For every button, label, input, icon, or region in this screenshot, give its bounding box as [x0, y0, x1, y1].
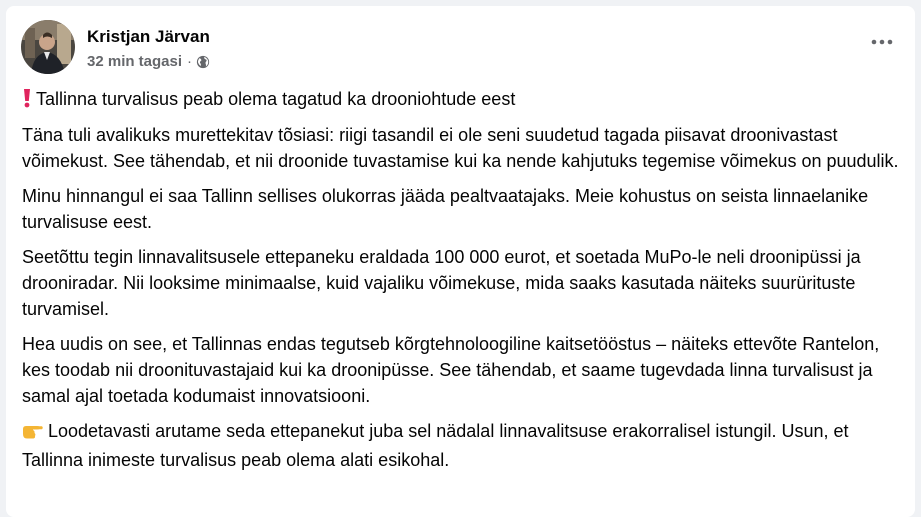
closing-text: Loodetavasti arutame seda ettepanekut juba sel nädalal linnavalitsuse erakorralisel istungil. Usun, et Tallinna inimeste turvalisus peab olema alati esikohal.: [22, 421, 849, 470]
post-header: [21, 20, 900, 76]
post-headline: [22, 86, 902, 115]
post-paragraph-3: Seetõttu tegin linnavalitsusele ettepaneku eraldada 100 000 eurot, et soetada MuPo-le neli droonipüssi ja drooniradar. Nii looksime minimaalse, kuid vajaliku võimekuse, mida saaks kasutada näiteks suurürituste turvamisel.: [22, 247, 861, 319]
post-body: [22, 86, 902, 482]
more-options-button[interactable]: [864, 24, 900, 60]
pointing-hand-icon: [22, 420, 44, 447]
avatar-photo: [21, 20, 75, 74]
headline-text: Tallinna turvalisus peab olema tagatud ka drooniohtude eest: [36, 89, 516, 109]
post-card: [6, 6, 915, 517]
globe-icon[interactable]: [196, 55, 210, 69]
post-meta: [87, 53, 210, 70]
more-horizontal-icon: [871, 39, 893, 45]
post-paragraph-4: Hea uudis on see, et Tallinnas endas tegutseb kõrgtehnoloogiline kaitsetööstus – näiteks ettevõte Rantelon, kes toodab nii droonituvastajaid kui ka droonipüsse. See tähendab, et saame tugevdada linna turvalisust ja samal ajal toetada kodumaist innovatsiooni.: [22, 334, 880, 406]
post-timestamp[interactable]: 32 min tagasi: [87, 53, 183, 70]
post-paragraph-1: Täna tuli avalikuks murettekitav tõsiasi: riigi tasandil ei ole seni suudetud tagada piisavat droonivastast võimekust. See tähendab, et nii droonide tuvastamise kui ka nende kahjutuks tegemise võimekus on puudulik.: [22, 125, 899, 171]
post-paragraph-2: Minu hinnangul ei saa Tallinn sellises olukorras jääda pealtvaatajaks. Meie kohustus on seista linnaelanike turvalisuse eest.: [22, 186, 869, 232]
author-name[interactable]: Kristjan Järvan: [87, 27, 210, 46]
post-closing: [22, 418, 902, 473]
meta-separator: ·: [187, 53, 193, 70]
avatar[interactable]: [21, 20, 75, 74]
exclamation-mark-icon: [22, 88, 32, 115]
